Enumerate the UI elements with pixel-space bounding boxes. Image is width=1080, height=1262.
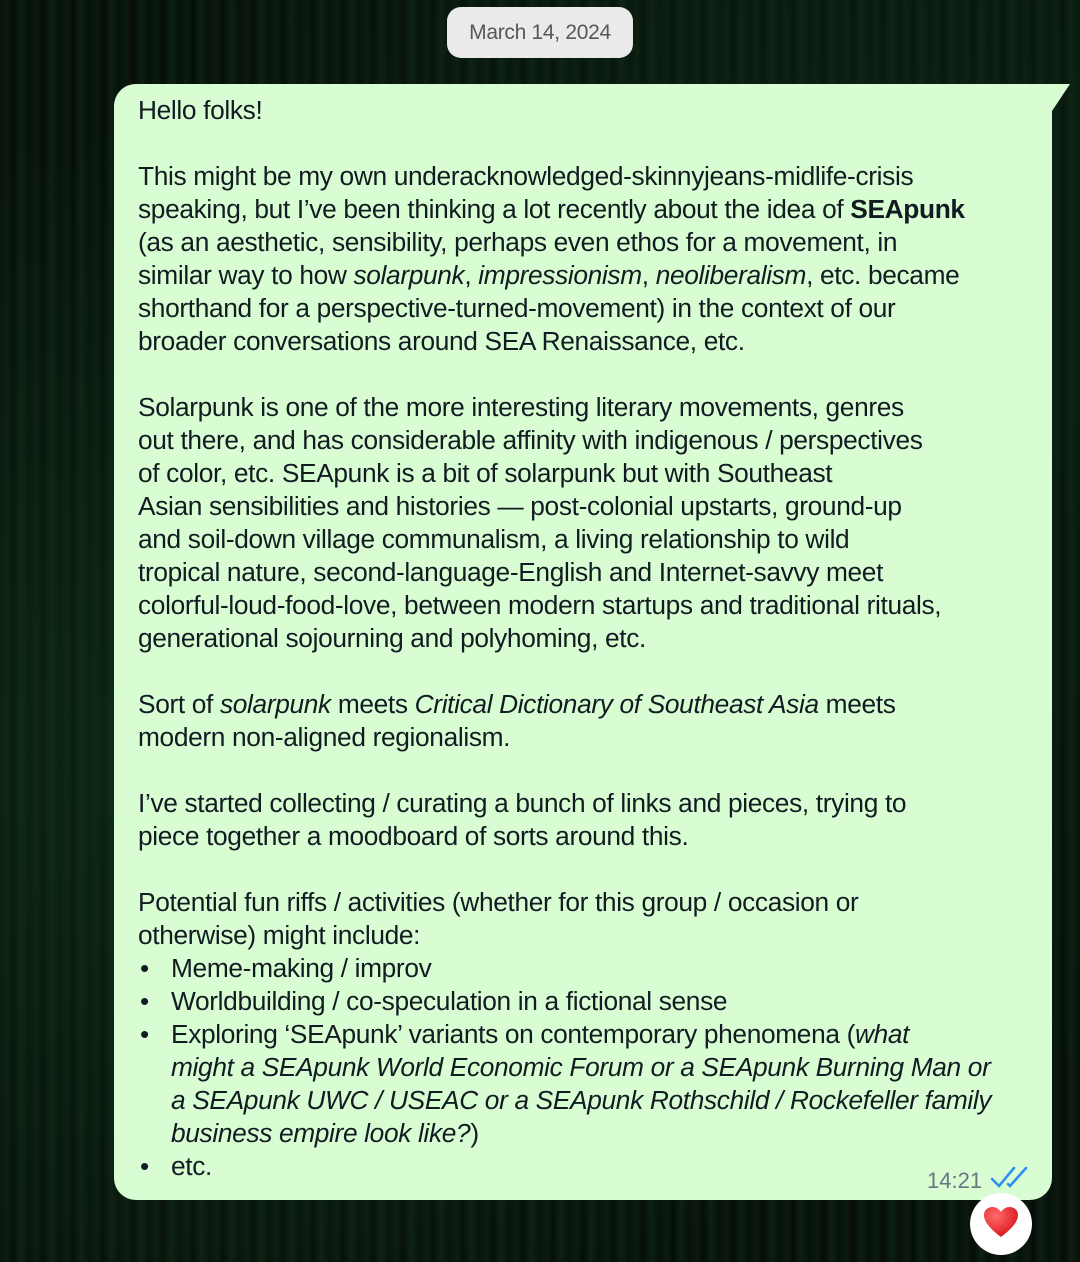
text-segment: meets <box>818 689 896 719</box>
message-text <box>138 94 991 1183</box>
italic-text: solarpunk <box>353 260 465 290</box>
text-line <box>138 490 991 523</box>
text-segment: (as an aesthetic, sensibility, perhaps even ethos for a movement, in <box>138 227 898 257</box>
text-line <box>138 259 991 292</box>
text-segment: etc. <box>171 1151 212 1181</box>
text-line <box>138 688 991 721</box>
text-segment: Sort of <box>138 689 220 719</box>
text-line <box>138 523 991 556</box>
text-line <box>138 1051 991 1084</box>
italic-text: what <box>854 1019 910 1049</box>
text-line <box>138 160 991 193</box>
text-line <box>138 391 991 424</box>
text-line <box>138 1084 991 1117</box>
text-segment: similar way to how <box>138 260 354 290</box>
text-line <box>138 556 991 589</box>
list-item <box>138 985 991 1018</box>
text-segment: modern non-aligned regionalism. <box>138 722 511 752</box>
text-line <box>138 721 991 754</box>
text-segment: , etc. became <box>806 260 960 290</box>
text-segment: tropical nature, second-language-English and Internet-savvy meet <box>138 557 884 587</box>
text-segment: , <box>641 260 656 290</box>
text-segment: otherwise) might include: <box>138 920 421 950</box>
text-segment: , <box>464 260 479 290</box>
text-line <box>138 655 991 688</box>
text-segment: This might be my own underacknowledged-skinnyjeans-midlife-crisis <box>138 161 914 191</box>
bullet-marker: • <box>140 1151 149 1181</box>
message-meta <box>927 1165 1030 1196</box>
text-line <box>138 886 991 919</box>
text-line <box>138 853 991 886</box>
bullet-marker: • <box>140 1019 149 1049</box>
bullet-marker: • <box>140 953 149 983</box>
italic-text: Critical Dictionary of Southeast Asia <box>414 689 819 719</box>
text-segment: Exploring ‘SEApunk’ variants on contemporary phenomena ( <box>171 1019 855 1049</box>
text-line <box>138 622 991 655</box>
text-segment: Worldbuilding / co-speculation in a fictional sense <box>171 986 728 1016</box>
italic-text: solarpunk <box>219 689 331 719</box>
list-item <box>138 1150 991 1183</box>
text-line <box>138 226 991 259</box>
double-check-read-icon <box>990 1165 1030 1196</box>
text-line <box>138 358 991 391</box>
italic-text: business empire look like? <box>171 1118 471 1148</box>
bullet-marker: • <box>140 986 149 1016</box>
text-line <box>138 589 991 622</box>
text-segment: Solarpunk is one of the more interesting literary movements, genres <box>138 392 904 422</box>
italic-text: a SEApunk UWC / USEAC or a SEApunk Rothschild / Rockefeller family <box>171 1085 992 1115</box>
text-line <box>138 424 991 457</box>
reaction-badge[interactable] <box>970 1193 1032 1255</box>
list-item <box>138 1018 991 1051</box>
text-segment: meets <box>330 689 415 719</box>
message-time: 14:21 <box>927 1167 983 1193</box>
text-segment: I’ve started collecting / curating a bunch of links and pieces, trying to <box>138 788 907 818</box>
text-segment: colorful-loud-food-love, between modern startups and traditional rituals, <box>138 590 942 620</box>
text-line <box>138 193 991 226</box>
text-segment: piece together a moodboard of sorts around this. <box>138 821 689 851</box>
text-line <box>138 754 991 787</box>
date-chip: March 14, 2024 <box>447 7 633 58</box>
list-item <box>138 952 991 985</box>
text-line <box>138 325 991 358</box>
bubble-tail <box>1050 84 1070 114</box>
text-line <box>138 1117 991 1150</box>
text-segment: Hello folks! <box>138 95 263 125</box>
text-segment: Potential fun riffs / activities (whether for this group / occasion or <box>138 887 859 917</box>
text-segment: generational sojourning and polyhoming, etc. <box>138 623 646 653</box>
text-segment: out there, and has considerable affinity with indigenous / perspectives <box>138 425 923 455</box>
text-segment: Asian sensibilities and histories — post-colonial upstarts, ground-up <box>138 491 902 521</box>
text-segment: broader conversations around SEA Renaissance, etc. <box>138 326 745 356</box>
italic-text: neoliberalism <box>655 260 807 290</box>
text-line <box>138 94 991 127</box>
italic-text: might a SEApunk World Economic Forum or a SEApunk Burning Man or <box>171 1052 991 1082</box>
text-segment: shorthand for a perspective-turned-movement) in the context of our <box>138 293 896 323</box>
text-segment: Meme-making / improv <box>171 953 432 983</box>
text-line <box>138 457 991 490</box>
text-segment: of color, etc. SEApunk is a bit of solarpunk but with Southeast <box>138 458 833 488</box>
bold-text: SEApunk <box>850 194 965 224</box>
text-segment: ) <box>470 1118 479 1148</box>
text-segment: speaking, but I’ve been thinking a lot recently about the idea of <box>138 194 851 224</box>
text-line <box>138 820 991 853</box>
heart-icon <box>983 1206 1019 1243</box>
text-line <box>138 787 991 820</box>
text-segment: and soil-down village communalism, a living relationship to wild <box>138 524 850 554</box>
italic-text: impressionism <box>478 260 642 290</box>
text-line <box>138 919 991 952</box>
text-line <box>138 127 991 160</box>
text-line <box>138 292 991 325</box>
